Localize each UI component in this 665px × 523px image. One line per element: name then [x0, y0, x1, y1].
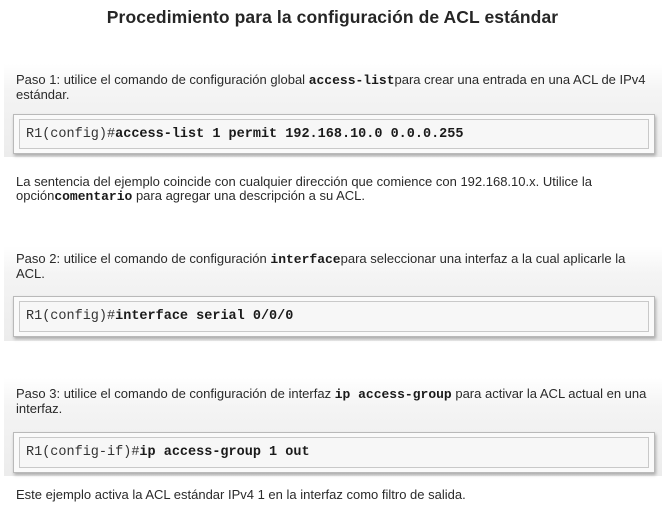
- step-1-intro-text: Paso 1: utilice el comando de configuración global: [16, 72, 309, 87]
- slide-title: Procedimiento para la configuración de ACL estándar: [106, 7, 559, 27]
- step-1-note: [16, 175, 656, 203]
- step-3-intro: [16, 387, 656, 415]
- step-2-code-command: interface serial 0/0/0: [115, 309, 294, 324]
- step-2-code-line: [19, 301, 649, 332]
- step-3-code-line: [19, 437, 649, 468]
- step-1-note-rest: para agregar una descripción a su ACL.: [132, 187, 366, 203]
- step-2-intro-text: Paso 2: utilice el comando de configuración: [16, 251, 271, 266]
- step-2-intro: [16, 252, 656, 280]
- step-1-code-box: [13, 114, 655, 154]
- step-1-code-command: access-list 1 permit 192.168.10.0 0.0.0.255: [115, 126, 464, 142]
- step-3-keyword: ip access-group: [334, 387, 452, 402]
- step-2-code-prompt: R1(config)#: [26, 309, 116, 324]
- step-3-intro-rest: para activar la ACL actual en una interfaz.: [16, 386, 647, 416]
- step-3-code-box: [13, 432, 655, 473]
- step-3-intro-text: Paso 3: utilice el comando de configuración de interfaz: [16, 386, 335, 401]
- step-2-intro-rest: para seleccionar una interfaz a la cual aplicarle la ACL.: [16, 251, 626, 281]
- step-2-code-box: [13, 296, 655, 337]
- step-2-keyword: interface: [270, 252, 341, 267]
- step-1-code-line: [19, 119, 649, 149]
- step-3-note: Este ejemplo activa la ACL estándar IPv4 1 en la interfaz como filtro de salida.: [16, 487, 466, 502]
- step-1-intro-rest: para crear una entrada en una ACL de IPv4 estándar.: [16, 72, 646, 102]
- step-1-keyword: access-list: [308, 73, 395, 88]
- step-1-note-keyword: comentario: [54, 188, 133, 204]
- step-3-code-command: ip access-group 1 out: [139, 445, 310, 460]
- step-3-code-prompt: R1(config-if)#: [26, 445, 140, 460]
- step-1-code-prompt: R1(config)#: [26, 126, 116, 142]
- step-1-note-text: La sentencia del ejemplo coincide con cualquier dirección que comience con 192.168.10.x. Utilice la opción: [16, 174, 592, 203]
- step-1-intro: [16, 73, 656, 101]
